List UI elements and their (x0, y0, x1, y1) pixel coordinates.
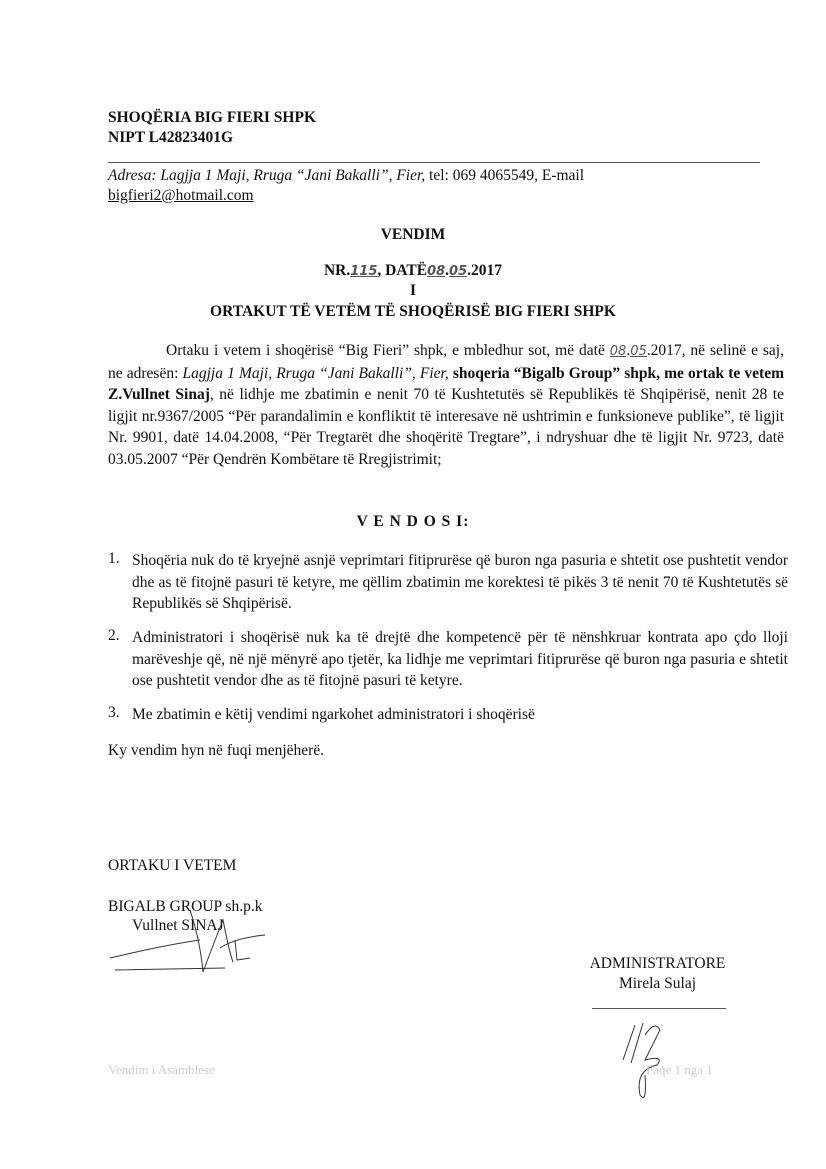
sign-right-name: Mirela Sulaj (618, 975, 697, 992)
letterhead (108, 108, 316, 148)
date-year: .2017 (467, 262, 502, 279)
signature-right (615, 1015, 675, 1100)
closing-statement: Ky vendim hyn në fuqi menjëherë. (108, 742, 325, 759)
intro-day: 08 (609, 344, 627, 359)
header-divider (108, 162, 760, 163)
nr-handwritten: 115 (350, 264, 378, 279)
sign-left-name: Vullnet SINAJ (132, 917, 224, 934)
address-label: Adresa: (108, 167, 157, 184)
intro-rest: , në lidhje me zbatimin e nenit 70 të Kushtetutës së Republikës të Shqipërisë, nenit 28 te ligjit nr.9367/2005 “Për parandalimin e konfliktit të interesave në ushtrimin e funksioneve publike”, të ligjit Nr. 9901, datë 14.04.2008, “Për Tregtarët dhe shoqëritë Tregtare”, i ndryshuar dhe të ligjit Nr. 9723, datë 03.05.2007 “Për Qendrën Kombëtare të Rregjistrimit; (108, 386, 784, 468)
signature-line (592, 1008, 726, 1009)
sign-left-company: BIGALB GROUP sh.p.k (108, 898, 263, 915)
doc-number-line (0, 262, 826, 280)
contact: tel: 069 4065549, E-mail (429, 167, 585, 184)
sign-right (570, 954, 745, 994)
footer-left: Vendim i Asamblese (108, 1062, 215, 1077)
list-item (108, 627, 788, 692)
date-day: 08 (427, 264, 446, 279)
item-text: Administratori i shoqërisë nuk ka të drejtë dhe kompetencë për të nënshkruar kontrata apo çdo lloji marëveshje që, në një mënyrë apo tjetër, ka lidhje me veprimtari fitiprurëse që buron nga pasuria e shtetit ose pushtetit vendor dhe as të fitojnë pasuri të ketyre. (132, 629, 788, 689)
intro-text: Ortaku i vetem i shoqërisë “Big Fieri” shpk, e mbledhur sot, më datë (166, 342, 610, 359)
footer-page-number: Faqe 1 nga 1 (646, 1062, 713, 1077)
intro-month: 05 (630, 344, 647, 359)
date-label: , DATË (377, 262, 428, 279)
signature-left (105, 900, 275, 980)
doc-heading: VENDIM (380, 226, 446, 243)
item-text: Me zbatimin e këtij vendimi ngarkohet administratori i shoqërisë (132, 706, 535, 723)
intro-partner: shoqeria “Bigalb Group” shpk, me ortak te vetem Z.Vullnet Sinaj (108, 364, 785, 403)
intro-sep: . (626, 342, 631, 359)
item-text: Shoqëria nuk do të kryejnë asnjë veprimtari fitiprurëse që buron nga pasuria e shtetit ose pushtetit vendor dhe as të fitojnë pasuri të ketyre, me qëllim zbatimin me korektesi të pikës 3 të nenit 70 të Kushtetutës së Republikës së Shqipërisë. (132, 552, 788, 612)
list-item (108, 550, 788, 615)
date-sep: . (445, 262, 450, 279)
company-nipt: NIPT L42823401G (108, 129, 234, 146)
company-name: SHOQËRIA BIG FIERI SHPK (108, 109, 317, 126)
doc-i: I (409, 282, 417, 299)
email-link[interactable]: bigfieri2@hotmail.com (108, 187, 254, 204)
list-item (108, 704, 788, 726)
intro-paragraph (108, 340, 784, 470)
nr-label: NR. (323, 262, 351, 279)
item-number: 3. (108, 704, 120, 721)
sign-left-role: ORTAKU I VETEM (108, 857, 237, 874)
item-number: 1. (108, 550, 120, 567)
item-number: 2. (108, 627, 120, 644)
doc-subtitle: ORTAKUT TË VETËM TË SHOQËRISË BIG FIERI SHPK (210, 303, 616, 320)
address-block (108, 166, 768, 206)
intro-text-2: .2017, në selinë e saj, ne adresën: (108, 342, 784, 382)
date-month: 05 (449, 264, 468, 279)
decides-heading: V E N D O S I: (356, 513, 470, 530)
address: Lagjja 1 Maji, Rruga “Jani Bakalli”, Fier, (160, 167, 426, 184)
intro-address: Lagjja 1 Maji, Rruga “Jani Bakalli”, Fier, (182, 364, 449, 382)
sign-right-role: ADMINISTRATORE (589, 955, 726, 972)
